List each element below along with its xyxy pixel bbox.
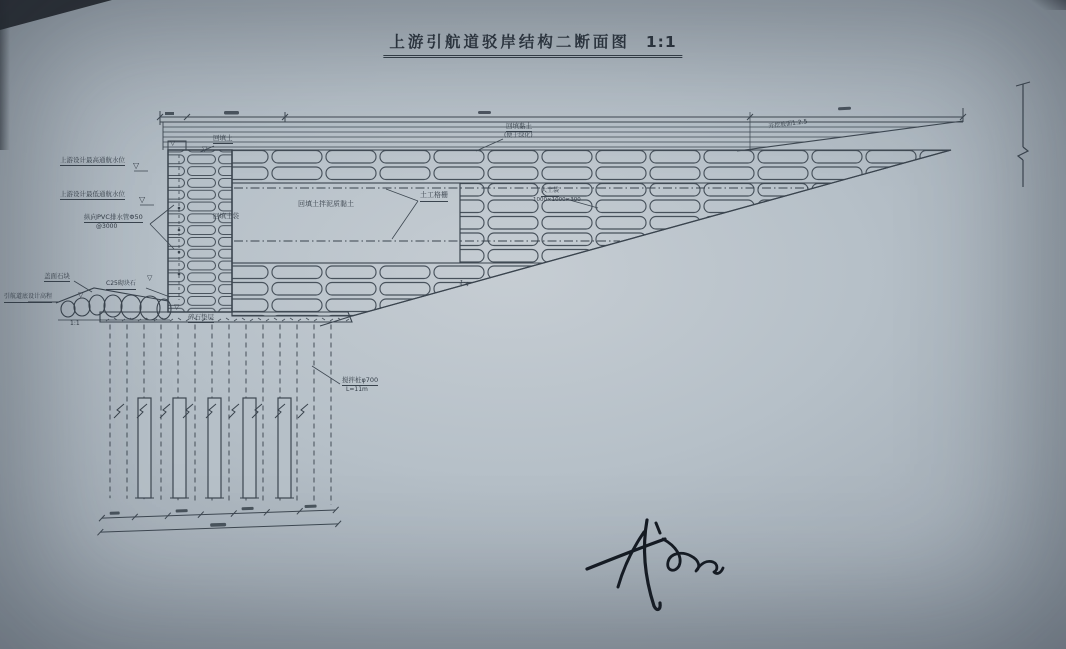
gravel-bedding-layer: [100, 312, 352, 322]
photo-edge-shadow: [0, 0, 10, 150]
match-line: [1016, 82, 1030, 187]
label-geogrid: 土工格栅: [420, 192, 448, 202]
label-pvc-pipe: 纵向PVC排水管Φ50: [84, 214, 143, 223]
label-gravel-bedding: 碎石垫层: [188, 314, 214, 323]
label-c25-stone: C25砌块石: [106, 281, 136, 290]
label-big-bag: 大土袋: [541, 188, 559, 197]
bottom-dimension-lines: [97, 504, 342, 536]
water-level-icon: ▽: [147, 274, 153, 282]
label-channel-bottom: 引航道底设计高程: [4, 294, 52, 303]
drawing-title-text: 上游引航道驳岸结构二断面图: [389, 33, 630, 51]
label-pile-length: L=11m: [346, 386, 368, 393]
label-max-water-level: 上游设计最高通航水位: [60, 157, 125, 166]
soil-bag-terraces: [232, 150, 951, 326]
label-backfill: 回填土: [213, 135, 233, 144]
dimension-number-smudges: [165, 107, 851, 115]
label-pvc-spacing: @3000: [96, 223, 118, 230]
water-level-icon: ▽: [139, 195, 146, 204]
label-cut-slope: 开挖坡面1:2.5: [767, 118, 808, 130]
fill-layer-lines: [160, 118, 963, 151]
water-level-icon: ▽: [133, 161, 140, 170]
drawing-scale: 1:1: [645, 33, 677, 51]
water-level-icon: ▽: [78, 291, 84, 299]
water-level-icon: ▽: [202, 145, 208, 153]
photo-corner-shadow: [1032, 0, 1066, 10]
label-slope-1-4: 1:4: [458, 279, 470, 289]
dimension-number-smudges-bottom: [110, 505, 318, 531]
top-dimension-lines: [157, 107, 966, 150]
label-clay-fill: 回填黏土: [506, 123, 532, 132]
water-level-icon: ▽: [174, 303, 180, 311]
label-mixing-pile: 搅拌桩φ700: [342, 377, 378, 386]
label-slope-1-1: 1:1: [70, 320, 80, 327]
drawing-title: [383, 30, 682, 58]
signature-scribble: [587, 520, 723, 610]
label-cover-stone: 盖面石块: [44, 273, 70, 282]
water-level-icon: ▽: [170, 139, 176, 147]
label-big-bag-size: 1000×1000×300: [533, 197, 581, 203]
label-clay-note: (便于绿化): [504, 132, 533, 139]
label-mixed-fill: 回填土拌泥质黏土: [298, 200, 354, 208]
label-backfill-bags: 回填土袋: [213, 212, 239, 220]
label-min-water-level: 上游设计最低通航水位: [60, 191, 125, 200]
mixing-pile-group: [104, 324, 337, 505]
soil-bag-wall: [168, 141, 232, 312]
